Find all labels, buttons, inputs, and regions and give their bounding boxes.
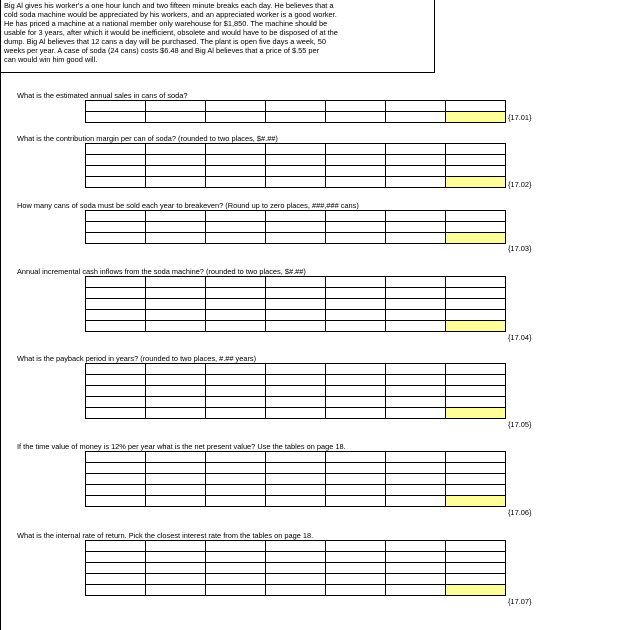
grid-cell[interactable]	[146, 211, 206, 222]
answer-grid-17-07	[85, 540, 506, 596]
grid-cell[interactable]	[326, 321, 386, 332]
grid-cell[interactable]	[386, 222, 446, 233]
grid-cell[interactable]	[386, 574, 446, 585]
grid-cell[interactable]	[386, 112, 446, 123]
grid-cell[interactable]	[206, 310, 266, 321]
grid-cell[interactable]	[86, 233, 146, 244]
grid-cell[interactable]	[326, 563, 386, 574]
grid-cell[interactable]	[386, 155, 446, 166]
grid-cell[interactable]	[206, 397, 266, 408]
grid-cell[interactable]	[326, 155, 386, 166]
grid-cell[interactable]	[86, 277, 146, 288]
intro-line: dump. Big Al believes that 12 cans a day will be purchased. The plant is open five days a week, 50	[4, 37, 326, 46]
grid-cell[interactable]	[146, 277, 206, 288]
grid-cell[interactable]	[386, 563, 446, 574]
grid-cell[interactable]	[206, 585, 266, 596]
grid-cell[interactable]	[86, 321, 146, 332]
question-code-17-07: {17.07}	[508, 597, 532, 606]
question-17-04-text: Annual incremental cash inflows from the soda machine? (rounded to two places, $#.##)	[17, 267, 306, 276]
question-17-06-text: If the time value of money is 12% per year what is the net present value? Use the tables on page 18.	[17, 442, 346, 451]
grid-cell[interactable]	[206, 541, 266, 552]
grid-cell[interactable]	[206, 177, 266, 188]
grid-cell[interactable]	[266, 563, 326, 574]
grid-cell[interactable]	[266, 177, 326, 188]
question-code-17-01: {17.01}	[508, 113, 532, 122]
grid-cell[interactable]	[386, 288, 446, 299]
question-code-17-05: {17.05}	[508, 420, 532, 429]
grid-cell[interactable]	[206, 155, 266, 166]
grid-cell[interactable]	[266, 474, 326, 485]
grid-cell[interactable]	[146, 299, 206, 310]
grid-cell[interactable]	[326, 112, 386, 123]
grid-cell[interactable]	[206, 386, 266, 397]
grid-cell[interactable]	[86, 177, 146, 188]
grid-cell[interactable]	[386, 408, 446, 419]
grid-cell[interactable]	[446, 474, 506, 485]
grid-cell[interactable]	[326, 144, 386, 155]
grid-cell[interactable]	[86, 222, 146, 233]
grid-cell[interactable]	[386, 397, 446, 408]
grid-cell[interactable]	[446, 144, 506, 155]
answer-cell-17-02[interactable]	[446, 177, 506, 188]
grid-cell[interactable]	[86, 496, 146, 507]
grid-cell[interactable]	[146, 496, 206, 507]
grid-cell[interactable]	[326, 397, 386, 408]
grid-cell[interactable]	[326, 310, 386, 321]
grid-cell[interactable]	[86, 541, 146, 552]
grid-cell[interactable]	[266, 375, 326, 386]
grid-cell[interactable]	[206, 144, 266, 155]
grid-cell[interactable]	[266, 166, 326, 177]
grid-cell[interactable]	[206, 222, 266, 233]
grid-cell[interactable]	[86, 574, 146, 585]
grid-cell[interactable]	[386, 166, 446, 177]
grid-cell[interactable]	[326, 364, 386, 375]
grid-cell[interactable]	[386, 485, 446, 496]
grid-cell[interactable]	[146, 321, 206, 332]
grid-cell[interactable]	[146, 574, 206, 585]
grid-cell[interactable]	[326, 574, 386, 585]
grid-cell[interactable]	[206, 563, 266, 574]
grid-cell[interactable]	[386, 585, 446, 596]
grid-cell[interactable]	[386, 233, 446, 244]
grid-cell[interactable]	[326, 474, 386, 485]
question-17-02-text: What is the contribution margin per can of soda? (rounded to two places, $#.##)	[17, 134, 278, 143]
grid-cell[interactable]	[206, 552, 266, 563]
answer-grid-17-03	[85, 210, 506, 244]
grid-cell[interactable]	[446, 574, 506, 585]
grid-cell[interactable]	[266, 364, 326, 375]
question-code-17-02: {17.02}	[508, 180, 532, 189]
grid-cell[interactable]	[86, 397, 146, 408]
grid-cell[interactable]	[266, 397, 326, 408]
grid-cell[interactable]	[446, 222, 506, 233]
grid-cell[interactable]	[266, 112, 326, 123]
grid-cell[interactable]	[146, 485, 206, 496]
grid-cell[interactable]	[206, 233, 266, 244]
grid-cell[interactable]	[86, 112, 146, 123]
grid-cell[interactable]	[266, 574, 326, 585]
grid-cell[interactable]	[86, 299, 146, 310]
grid-cell[interactable]	[86, 101, 146, 112]
grid-cell[interactable]	[266, 552, 326, 563]
grid-cell[interactable]	[146, 177, 206, 188]
question-17-01-text: What is the estimated annual sales in cans of soda?	[17, 91, 188, 100]
grid-cell[interactable]	[446, 541, 506, 552]
grid-cell[interactable]	[206, 299, 266, 310]
grid-cell[interactable]	[446, 463, 506, 474]
grid-cell[interactable]	[266, 485, 326, 496]
grid-cell[interactable]	[326, 177, 386, 188]
intro-line: cold soda machine would be appreciated by his workers, and an appreciated worker is a good worker.	[4, 10, 337, 19]
grid-cell[interactable]	[146, 233, 206, 244]
grid-cell[interactable]	[326, 463, 386, 474]
grid-cell[interactable]	[146, 155, 206, 166]
grid-cell[interactable]	[446, 397, 506, 408]
grid-cell[interactable]	[206, 112, 266, 123]
grid-cell[interactable]	[146, 408, 206, 419]
grid-cell[interactable]	[266, 452, 326, 463]
answer-cell-17-03[interactable]	[446, 233, 506, 244]
grid-cell[interactable]	[326, 166, 386, 177]
grid-cell[interactable]	[206, 277, 266, 288]
grid-cell[interactable]	[266, 299, 326, 310]
grid-cell[interactable]	[386, 299, 446, 310]
grid-cell[interactable]	[146, 397, 206, 408]
grid-cell[interactable]	[326, 299, 386, 310]
intro-line: weeks per year. A case of soda (24 cans) costs $6.48 and Big Al believes that a price of $.55 per	[4, 46, 320, 55]
grid-cell[interactable]	[446, 375, 506, 386]
grid-cell[interactable]	[146, 310, 206, 321]
grid-cell[interactable]	[86, 563, 146, 574]
grid-cell[interactable]	[326, 552, 386, 563]
grid-cell[interactable]	[326, 233, 386, 244]
grid-cell[interactable]	[386, 452, 446, 463]
grid-cell[interactable]	[266, 233, 326, 244]
question-17-05-text: What is the payback period in years? (rounded to two places, #.## years)	[17, 354, 257, 363]
grid-cell[interactable]	[326, 541, 386, 552]
grid-cell[interactable]	[266, 222, 326, 233]
grid-cell[interactable]	[146, 563, 206, 574]
grid-cell[interactable]	[266, 277, 326, 288]
grid-cell[interactable]	[206, 375, 266, 386]
grid-cell[interactable]	[86, 585, 146, 596]
grid-cell[interactable]	[206, 474, 266, 485]
grid-cell[interactable]	[146, 463, 206, 474]
grid-cell[interactable]	[446, 288, 506, 299]
grid-cell[interactable]	[146, 222, 206, 233]
grid-cell[interactable]	[206, 574, 266, 585]
grid-cell[interactable]	[146, 541, 206, 552]
grid-cell[interactable]	[266, 541, 326, 552]
intro-paragraph	[1, 0, 435, 73]
grid-cell[interactable]	[326, 408, 386, 419]
question-code-17-06: {17.06}	[508, 508, 532, 517]
grid-cell[interactable]	[86, 474, 146, 485]
grid-cell[interactable]	[86, 288, 146, 299]
grid-cell[interactable]	[86, 155, 146, 166]
grid-cell[interactable]	[86, 310, 146, 321]
grid-cell[interactable]	[386, 541, 446, 552]
grid-cell[interactable]	[206, 496, 266, 507]
answer-grid-17-04	[85, 276, 506, 332]
grid-cell[interactable]	[386, 277, 446, 288]
grid-cell[interactable]	[206, 364, 266, 375]
grid-cell[interactable]	[146, 144, 206, 155]
grid-cell[interactable]	[206, 463, 266, 474]
grid-cell[interactable]	[446, 166, 506, 177]
grid-cell[interactable]	[386, 177, 446, 188]
grid-cell[interactable]	[386, 364, 446, 375]
answer-cell-17-05[interactable]	[446, 408, 506, 419]
left-margin-rule	[0, 0, 1, 630]
grid-cell[interactable]	[446, 552, 506, 563]
answer-grid-17-02	[85, 143, 506, 188]
grid-cell[interactable]	[206, 321, 266, 332]
grid-cell[interactable]	[386, 101, 446, 112]
grid-cell[interactable]	[326, 288, 386, 299]
grid-cell[interactable]	[146, 112, 206, 123]
grid-cell[interactable]	[326, 101, 386, 112]
grid-cell[interactable]	[146, 386, 206, 397]
grid-cell[interactable]	[266, 288, 326, 299]
grid-cell[interactable]	[86, 452, 146, 463]
grid-cell[interactable]	[326, 452, 386, 463]
question-code-17-03: {17.03}	[508, 244, 532, 253]
grid-cell[interactable]	[146, 101, 206, 112]
grid-cell[interactable]	[146, 288, 206, 299]
grid-cell[interactable]	[446, 485, 506, 496]
grid-cell[interactable]	[266, 386, 326, 397]
grid-cell[interactable]	[386, 496, 446, 507]
grid-cell[interactable]	[326, 222, 386, 233]
grid-cell[interactable]	[206, 408, 266, 419]
grid-cell[interactable]	[386, 463, 446, 474]
grid-cell[interactable]	[266, 155, 326, 166]
grid-cell[interactable]	[446, 155, 506, 166]
grid-cell[interactable]	[86, 485, 146, 496]
answer-cell-17-07[interactable]	[446, 585, 506, 596]
question-code-17-04: {17.04}	[508, 333, 532, 342]
grid-cell[interactable]	[206, 485, 266, 496]
grid-cell[interactable]	[86, 386, 146, 397]
answer-grid-17-01	[85, 100, 506, 123]
grid-cell[interactable]	[146, 452, 206, 463]
intro-line: usable for 3 years, after which it would be inefficient, obsolete and would have to be disposed of at the	[4, 28, 338, 37]
grid-cell[interactable]	[326, 585, 386, 596]
grid-cell[interactable]	[86, 211, 146, 222]
grid-cell[interactable]	[266, 144, 326, 155]
grid-cell[interactable]	[86, 463, 146, 474]
question-17-07-text: What is the internal rate of return. Pick the closest interest rate from the tables on page 18.	[17, 531, 314, 540]
answer-grid-17-05	[85, 363, 506, 419]
grid-cell[interactable]	[206, 288, 266, 299]
grid-cell[interactable]	[326, 485, 386, 496]
answer-cell-17-01[interactable]	[446, 112, 506, 123]
intro-line: He has priced a machine at a national member only warehouse for $1,850. The machine should be	[4, 19, 328, 28]
intro-line: can would win him good will.	[4, 55, 98, 64]
grid-cell[interactable]	[206, 211, 266, 222]
grid-cell[interactable]	[206, 452, 266, 463]
grid-cell[interactable]	[146, 552, 206, 563]
grid-cell[interactable]	[326, 211, 386, 222]
grid-cell[interactable]	[386, 474, 446, 485]
grid-cell[interactable]	[86, 144, 146, 155]
grid-cell[interactable]	[86, 166, 146, 177]
grid-cell[interactable]	[146, 474, 206, 485]
grid-cell[interactable]	[266, 321, 326, 332]
grid-cell[interactable]	[386, 211, 446, 222]
grid-cell[interactable]	[146, 585, 206, 596]
grid-cell[interactable]	[146, 375, 206, 386]
grid-cell[interactable]	[326, 277, 386, 288]
grid-cell[interactable]	[386, 386, 446, 397]
grid-cell[interactable]	[266, 463, 326, 474]
grid-cell[interactable]	[446, 364, 506, 375]
grid-cell[interactable]	[266, 211, 326, 222]
grid-cell[interactable]	[326, 375, 386, 386]
grid-cell[interactable]	[86, 552, 146, 563]
grid-cell[interactable]	[446, 563, 506, 574]
grid-cell[interactable]	[386, 310, 446, 321]
intro-line: Big Al gives his worker's a one hour lunch and two fifteen minute breaks each day. He believes that a	[4, 1, 334, 10]
grid-cell[interactable]	[266, 496, 326, 507]
grid-cell[interactable]	[266, 310, 326, 321]
grid-cell[interactable]	[386, 321, 446, 332]
grid-cell[interactable]	[266, 408, 326, 419]
grid-cell[interactable]	[446, 310, 506, 321]
grid-cell[interactable]	[266, 101, 326, 112]
grid-cell[interactable]	[386, 144, 446, 155]
grid-cell[interactable]	[86, 408, 146, 419]
question-17-03-text: How many cans of soda must be sold each year to breakeven? (Round up to zero places, ###,### cans)	[17, 201, 359, 210]
grid-cell[interactable]	[446, 386, 506, 397]
grid-cell[interactable]	[386, 552, 446, 563]
grid-cell[interactable]	[86, 375, 146, 386]
grid-cell[interactable]	[206, 166, 266, 177]
grid-cell[interactable]	[446, 452, 506, 463]
grid-cell[interactable]	[446, 299, 506, 310]
answer-cell-17-04[interactable]	[446, 321, 506, 332]
grid-cell[interactable]	[206, 101, 266, 112]
answer-cell-17-06[interactable]	[446, 496, 506, 507]
grid-cell[interactable]	[266, 585, 326, 596]
grid-cell[interactable]	[146, 166, 206, 177]
grid-cell[interactable]	[386, 375, 446, 386]
grid-cell[interactable]	[446, 211, 506, 222]
grid-cell[interactable]	[446, 277, 506, 288]
grid-cell[interactable]	[146, 364, 206, 375]
grid-cell[interactable]	[326, 386, 386, 397]
grid-cell[interactable]	[446, 101, 506, 112]
grid-cell[interactable]	[86, 364, 146, 375]
grid-cell[interactable]	[326, 496, 386, 507]
answer-grid-17-06	[85, 451, 506, 507]
